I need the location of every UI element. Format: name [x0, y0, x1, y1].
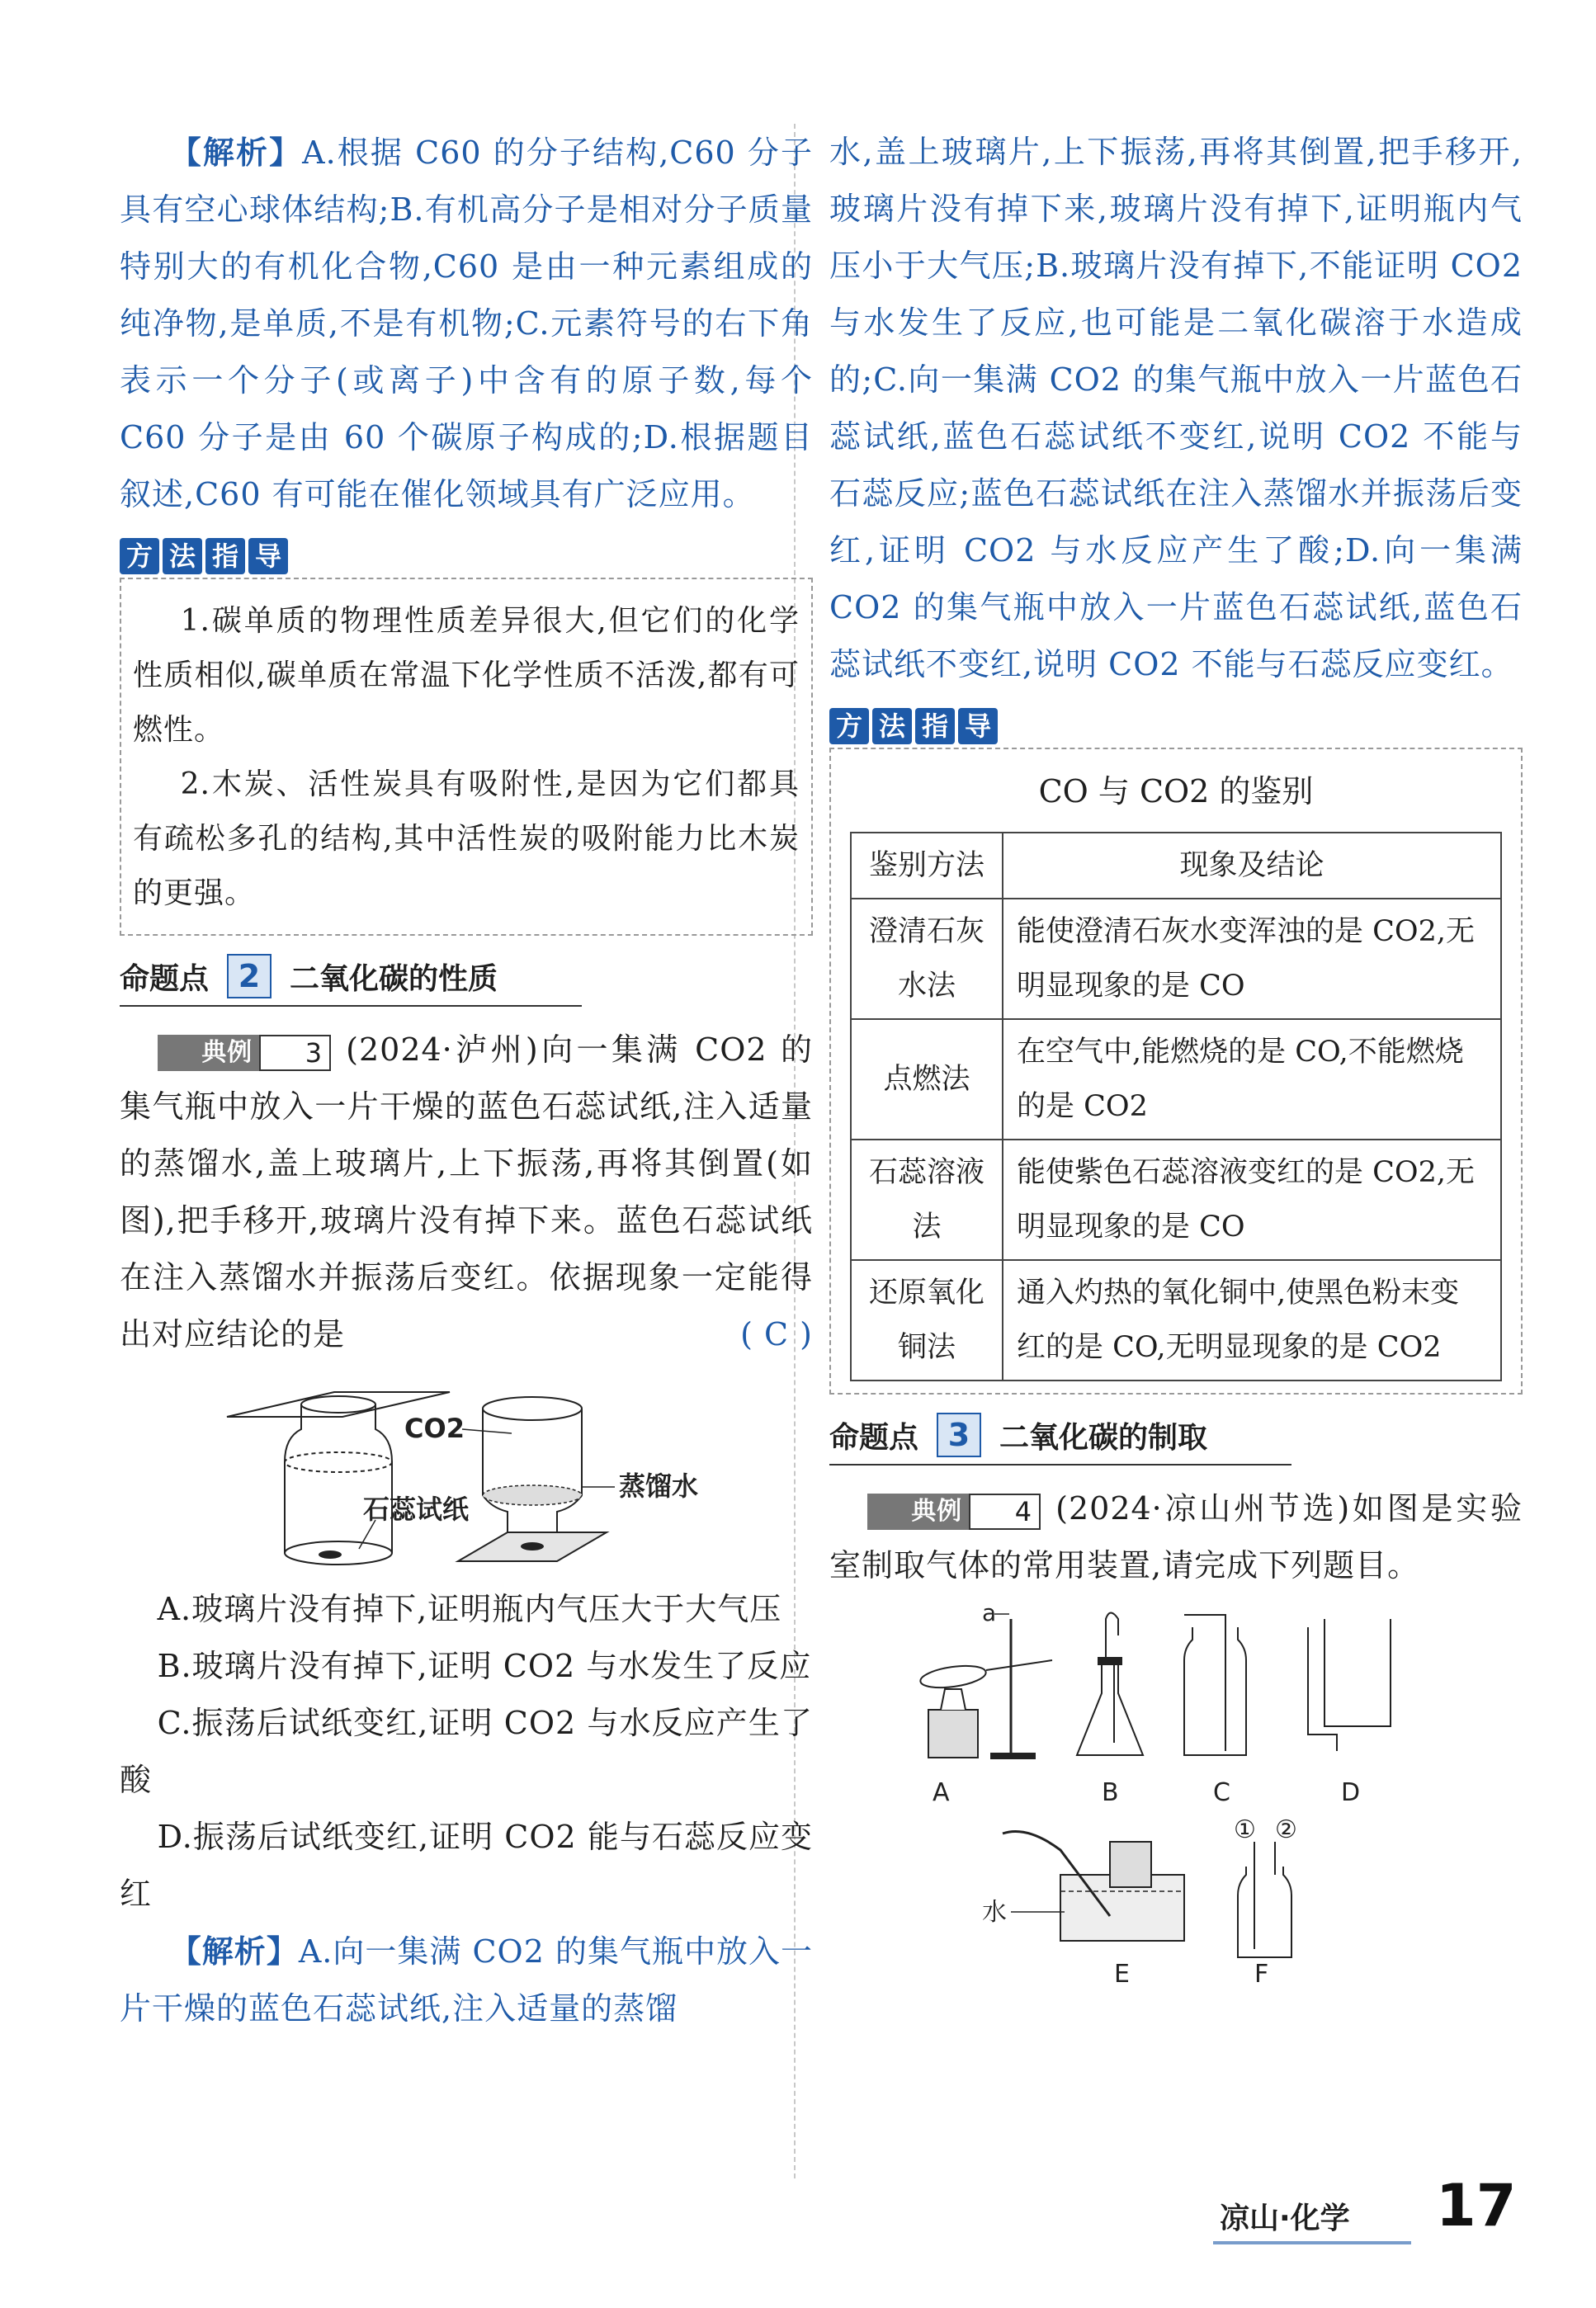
option-b: B.玻璃片没有掉下,证明 CO2 与水发生了反应	[157, 1648, 812, 1684]
label-D: D	[1341, 1778, 1361, 1807]
analysis-continuation: 水,盖上玻璃片,上下振荡,再将其倒置,把手移开,玻璃片没有掉下来,玻璃片没有掉下,证明瓶内气压小于大气压;B.玻璃片没有掉下,不能证明 CO2 与水发生了反应,也可能是二氧化碳溶于水造成的;C.向一集满 CO2 的集气瓶中放入一片蓝色石蕊试纸,蓝色石蕊试纸不变红,说明 CO2 不能与石蕊反应;蓝色石蕊试纸在注入蒸馏水并振荡后变红,证明 CO2 与水反应产生了酸;D.向一集满 CO2 的集气瓶中放入一片蓝色石蕊试纸,蓝色石蕊试纸不变红,说明 CO2 不能与石蕊反应变红。	[829, 134, 1523, 682]
apparatus-c	[1184, 1615, 1246, 1755]
method-guide-badge	[829, 708, 1523, 744]
label-C: C	[1213, 1778, 1230, 1807]
table-row	[851, 1019, 1501, 1140]
apparatus-e	[982, 1832, 1184, 1942]
footer-underline	[1213, 2241, 1411, 2244]
example-answer: ( C )	[740, 1316, 813, 1352]
example-number: 3	[259, 1035, 331, 1071]
result-cell: 通入灼热的氧化铜中,使黑色粉末变红的是 CO,无明显现象的是 CO2	[1003, 1260, 1501, 1381]
apparatus-f	[1234, 1815, 1297, 1957]
result-cell: 在空气中,能燃烧的是 CO,不能燃烧的是 CO2	[1003, 1019, 1501, 1140]
example-3-stem	[120, 1022, 813, 1363]
label-E: E	[1114, 1960, 1130, 1989]
table-header: 现象及结论	[1003, 833, 1501, 899]
apparatus-b	[1077, 1613, 1143, 1756]
co2-leader-line	[462, 1429, 512, 1433]
left-column	[120, 124, 813, 2037]
analysis-paragraph-1	[120, 124, 813, 523]
example-stem-text: (2024·凉山州节选)如图是实验室制取气体的常用装置,请完成下列题目。	[829, 1490, 1523, 1584]
apparatus-d	[1308, 1619, 1391, 1751]
apparatus-figure	[829, 1602, 1523, 1994]
method-cell: 点燃法	[851, 1019, 1003, 1140]
label-a-small: a	[982, 1602, 997, 1626]
table-row	[851, 1140, 1501, 1260]
litmus-paper-dot-2	[521, 1542, 544, 1550]
analysis-tag: 【解析】	[169, 134, 303, 171]
litmus-paper-dot	[319, 1550, 342, 1559]
analysis-tag: 【解析】	[169, 1933, 299, 1970]
water-trough-label: 水	[982, 1898, 1007, 1927]
bottle-body	[285, 1404, 392, 1553]
inverted-bottle-body	[483, 1409, 582, 1545]
method-char: 法	[163, 538, 202, 574]
inverted-bottle-top	[483, 1397, 582, 1420]
experiment-figure	[120, 1371, 813, 1573]
option-d: D.振荡后试纸变红,证明 CO2 能与石蕊反应变红	[120, 1819, 813, 1912]
table-header: 鉴别方法	[851, 833, 1003, 899]
method-char: 方	[120, 538, 159, 574]
identification-table-box	[829, 748, 1523, 1395]
method-char: 指	[205, 538, 245, 574]
method-point-2: 2.木炭、活性炭具有吸附性,是因为它们都具有疏松多孔的结构,其中活性炭的吸附能力比木炭的更强。	[133, 767, 800, 910]
label-B: B	[1102, 1778, 1119, 1807]
example-stem-text: (2024·泸州)向一集满 CO2 的集气瓶中放入一片干燥的蓝色石蕊试纸,注入适量的蒸馏水,盖上玻璃片,上下振荡,再将其倒置(如图),把手移开,玻璃片没有掉下来。蓝色石蕊试纸在注入蒸馏水并振荡后变红。依据现象一定能得出对应结论的是	[120, 1031, 813, 1352]
example-badge: 典例	[158, 1035, 260, 1071]
method-guide-box	[120, 578, 813, 936]
method-char: 法	[872, 708, 912, 744]
apparatus-diagram	[829, 1602, 1506, 1990]
identification-table	[850, 832, 1502, 1381]
analysis-body: A.根据 C60 的分子结构,C60 分子具有空心球体结构;B.有机高分子是相对分子质量特别大的有机化合物,C60 是由一种元素组成的纯净物,是单质,不是有机物;C.元素符号的右下角表示一个分子(或离子)中含有的原子数,每个 C60 分子是由 60 个碳原子构成的;D.根据题目叙述,C60 有可能在催化领域具有广泛应用。	[120, 135, 813, 512]
right-column	[829, 124, 1523, 2002]
table-title: CO 与 CO2 的鉴别	[1038, 773, 1314, 809]
result-cell: 能使紫色石蕊溶液变红的是 CO2,无明显现象的是 CO	[1003, 1140, 1501, 1260]
method-char: 指	[915, 708, 955, 744]
method-cell: 还原氧化铜法	[851, 1260, 1003, 1381]
method-point-1: 1.碳单质的物理性质差异很大,但它们的化学性质相似,碳单质在常温下化学性质不活泼,都有可燃性。	[133, 604, 800, 747]
section-label: 命题点	[829, 1420, 919, 1455]
bottle-shoulder	[285, 1452, 392, 1472]
apparatus-a	[919, 1602, 1052, 1759]
example-4-stem	[829, 1480, 1523, 1594]
bottle-neck	[301, 1396, 375, 1413]
table-header-row	[851, 833, 1501, 899]
co2-label: CO2	[404, 1413, 465, 1444]
gas-bottle-diagram	[120, 1371, 796, 1569]
example-badge: 典例	[867, 1494, 970, 1530]
example-number: 4	[969, 1494, 1041, 1530]
page-number: 17	[1436, 2172, 1517, 2240]
section-title: 二氧化碳的制取	[999, 1420, 1208, 1455]
method-char: 方	[829, 708, 869, 744]
table-row	[851, 899, 1501, 1019]
method-guide-badge	[120, 538, 813, 574]
section-title: 二氧化碳的性质	[290, 961, 498, 996]
section-label: 命题点	[120, 961, 210, 996]
paper-label: 石蕊试纸	[363, 1494, 470, 1525]
method-cell: 澄清石灰水法	[851, 899, 1003, 1019]
section-heading-2	[120, 954, 582, 1007]
f-port-1: ①	[1234, 1815, 1256, 1844]
option-a: A.玻璃片没有掉下,证明瓶内气压大于大气压	[157, 1591, 782, 1627]
water-label: 蒸馏水	[619, 1470, 699, 1502]
label-F: F	[1254, 1960, 1269, 1989]
method-char: 导	[248, 538, 288, 574]
result-cell: 能使澄清石灰水变浑浊的是 CO2,无明显现象的是 CO	[1003, 899, 1501, 1019]
section-heading-3	[829, 1413, 1291, 1466]
table-row	[851, 1260, 1501, 1381]
footer-subject: 凉山·化学	[1220, 2202, 1350, 2235]
label-A: A	[933, 1778, 950, 1807]
distilled-water-surface	[483, 1485, 582, 1505]
f-port-2: ②	[1275, 1815, 1297, 1844]
section-number: 2	[227, 954, 272, 998]
analysis-paragraph-2	[120, 1923, 813, 2037]
analysis-body: A.向一集满 CO2 的集气瓶中放入一片干燥的蓝色石蕊试纸,注入适量的蒸馏	[120, 1933, 813, 2027]
section-number: 3	[937, 1413, 981, 1457]
option-c: C.振荡后试纸变红,证明 CO2 与水反应产生了酸	[120, 1705, 813, 1798]
method-cell: 石蕊溶液法	[851, 1140, 1003, 1260]
method-char: 导	[958, 708, 998, 744]
